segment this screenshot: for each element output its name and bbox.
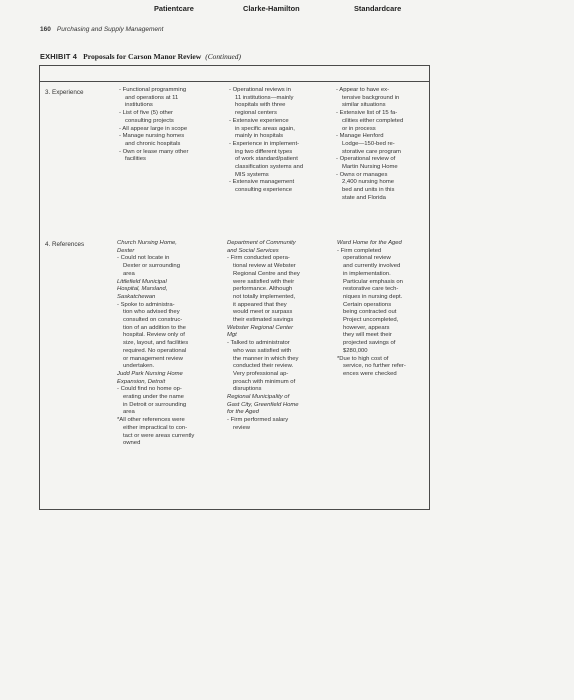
exhibit-continued: (Continued) [205,52,241,61]
cell-line: required. No operational [123,347,187,354]
cell-line: - Could find no home op- [117,386,182,393]
cell-experience-standardcare [336,87,403,203]
cell-line: - Operational reviews in [229,87,291,93]
cell-line: Mgt [227,332,237,339]
cell-line: projected savings of [343,340,396,347]
cell-line: Certain operations [343,301,392,308]
cell-line: they will meet their [343,332,392,339]
cell-line: review [233,424,251,431]
cell-line: niques in nursing dept. [343,293,403,300]
column-header-patientcare: Patientcare [154,4,194,13]
cell-line: - Spoke to administra- [117,301,175,308]
cell-line: consulting projects [125,117,174,124]
cell-line: in implementation. [343,270,391,277]
cell-line: performance. Although [233,286,293,293]
cell-line: who was satisfied with [233,347,292,354]
cell-line: - Appear to have ex- [336,87,390,93]
cell-line: Gast City, Greenfield Home [227,401,299,408]
exhibit-main-title: Proposals for Carson Manor Review [83,52,202,61]
cell-line: undertaken. [123,363,155,370]
cell-line: - Could not locate in [117,255,170,262]
cell-line: of work standard/patient [235,156,298,163]
cell-line: tion of an addition to the [123,324,186,331]
book-title: Purchasing and Supply Management [56,26,164,33]
cell-line: it appeared that they [233,301,287,308]
cell-line: facilities [125,156,146,163]
cell-line: their estimated savings [233,317,294,324]
cell-line: storative care program [342,148,401,155]
table-header-row [39,65,430,82]
cell-line: tensive background in [342,94,400,101]
cell-line: institutions [125,102,153,109]
cell-line: erating under the name [123,394,184,401]
cell-line: restorative care tech- [343,286,399,293]
cell-line: - Owns or manages [336,171,388,178]
cell-line: Dexter [117,247,135,254]
cell-line: and currently involved [343,263,401,270]
row-label-references: 4. References [45,241,85,248]
cell-line: - List of five (5) other [119,110,174,117]
cell-line: - Functional programming [119,87,187,93]
cell-line: Dexter or surrounding [123,263,180,270]
cell-line: and operations at 11 [125,94,179,101]
cell-line: MIS systems [235,171,269,178]
cell-line: the manner in which they [233,355,299,362]
cell-line: mainly in hospitals [235,133,284,140]
cell-line: Expansion, Detroit [117,378,166,385]
cell-line: Webster Regional Center [227,324,294,331]
cell-line: tact or were areas currently [123,432,195,439]
cell-line: Very professional ap- [233,370,289,377]
cell-line: - Extensive experience [229,117,289,124]
cell-references-clarke-hamilton [227,240,300,433]
exhibit-title [40,52,241,61]
cell-line: Particular emphasis on [343,278,403,285]
cell-line: Project uncompleted, [343,317,399,324]
cell-line: - All appear large in scope [119,125,188,132]
cell-line: 11 institutions—mainly [235,94,294,101]
cell-line: Regional Municipality of [227,394,290,401]
cell-line: in specific areas again, [235,125,295,132]
cell-line: Lodge—150-bed re- [342,140,395,147]
cell-experience-patientcare [119,87,188,164]
cell-line: - Operational review of [336,156,396,163]
row-label-experience: 3. Experience [45,89,84,96]
cell-line: *Due to high cost of [337,355,389,362]
cell-line: cilities either completed [342,117,404,124]
cell-line: owned [123,440,141,447]
page-number: 160 [40,26,51,33]
cell-experience-clarke-hamilton [229,87,303,195]
cell-line: for the Aged [227,409,259,416]
cell-line: Department of Community [227,240,296,246]
cell-line: 2,400 nursing home [342,179,395,186]
cell-line: *All other references were [117,417,185,424]
exhibit-label: EXHIBIT 4 [40,52,78,61]
cell-line: Ward Home for the Aged [337,240,402,246]
column-header-standardcare: Standardcare [354,4,402,13]
cell-line: - Extensive list of 15 fa- [336,110,398,117]
cell-line: either impractical to con- [123,424,188,431]
cell-line: conducted their review. [233,363,294,370]
cell-line: Church Nursing Home, [117,240,177,246]
cell-line: - Extensive management [229,179,295,186]
cell-line: hospitals with three [235,102,286,109]
cell-line: regional centers [235,110,277,117]
cell-line: - Firm performed salary [227,417,289,424]
cell-line: operational review [343,255,391,262]
cell-line: Saskatchewan [117,293,156,300]
cell-line: not totally implemented, [233,293,296,300]
cell-line: service, no further refer- [343,363,406,370]
cell-references-standardcare [337,240,406,379]
cell-line: disruptions [233,386,262,393]
cell-line: consulted on construc- [123,317,183,324]
cell-line: - Own or lease many other [119,148,189,155]
cell-line: Littlefield Municipal [117,278,167,285]
cell-line: or management review [123,355,183,362]
cell-line: - Manage nursing homes [119,133,185,140]
cell-line: however, appears [343,324,390,331]
cell-line: and Social Services [227,247,279,254]
cell-line: Hospital, Marsland, [117,286,168,293]
cell-line: Judd Park Nursing Home [117,370,183,377]
cell-line: consulting experience [235,187,292,194]
cell-line: - Talked to administrator [227,340,290,347]
cell-line: - Firm completed [337,247,382,254]
cell-line: classification systems and [235,164,304,171]
cell-line: Martin Nursing Home [342,164,398,171]
cell-references-patientcare [117,240,194,448]
cell-line: area [123,270,135,277]
running-head [40,26,163,33]
cell-line: area [123,409,135,416]
cell-line: - Manage Henford [336,133,384,140]
cell-line: tion who advised they [123,309,180,316]
cell-line: state and Florida [342,194,386,201]
column-header-clarke-hamilton: Clarke-Hamilton [243,4,300,13]
cell-line: - Firm conducted opera- [227,255,290,262]
cell-line: were satisfied with their [233,278,295,285]
cell-line: tional review at Webster [233,263,296,270]
cell-line: bed and units in this [342,187,395,194]
cell-line: or in process [342,125,376,132]
cell-line: in Detroit or surrounding [123,401,187,408]
cell-line: ences were checked [343,370,397,377]
cell-line: proach with minimum of [233,378,296,385]
cell-line: similar situations [342,102,386,109]
cell-line: being contracted out [343,309,397,316]
cell-line: would meet or surpass [233,309,293,316]
cell-line: $280,000 [343,347,368,354]
cell-line: Regional Centre and they [233,270,300,277]
cell-line: - Experience in implement- [229,140,300,147]
cell-line: ing two different types [235,148,293,155]
cell-line: and chronic hospitals [125,140,181,147]
cell-line: hospital. Review only of [123,332,185,339]
cell-line: size, layout, and facilities [123,340,189,347]
